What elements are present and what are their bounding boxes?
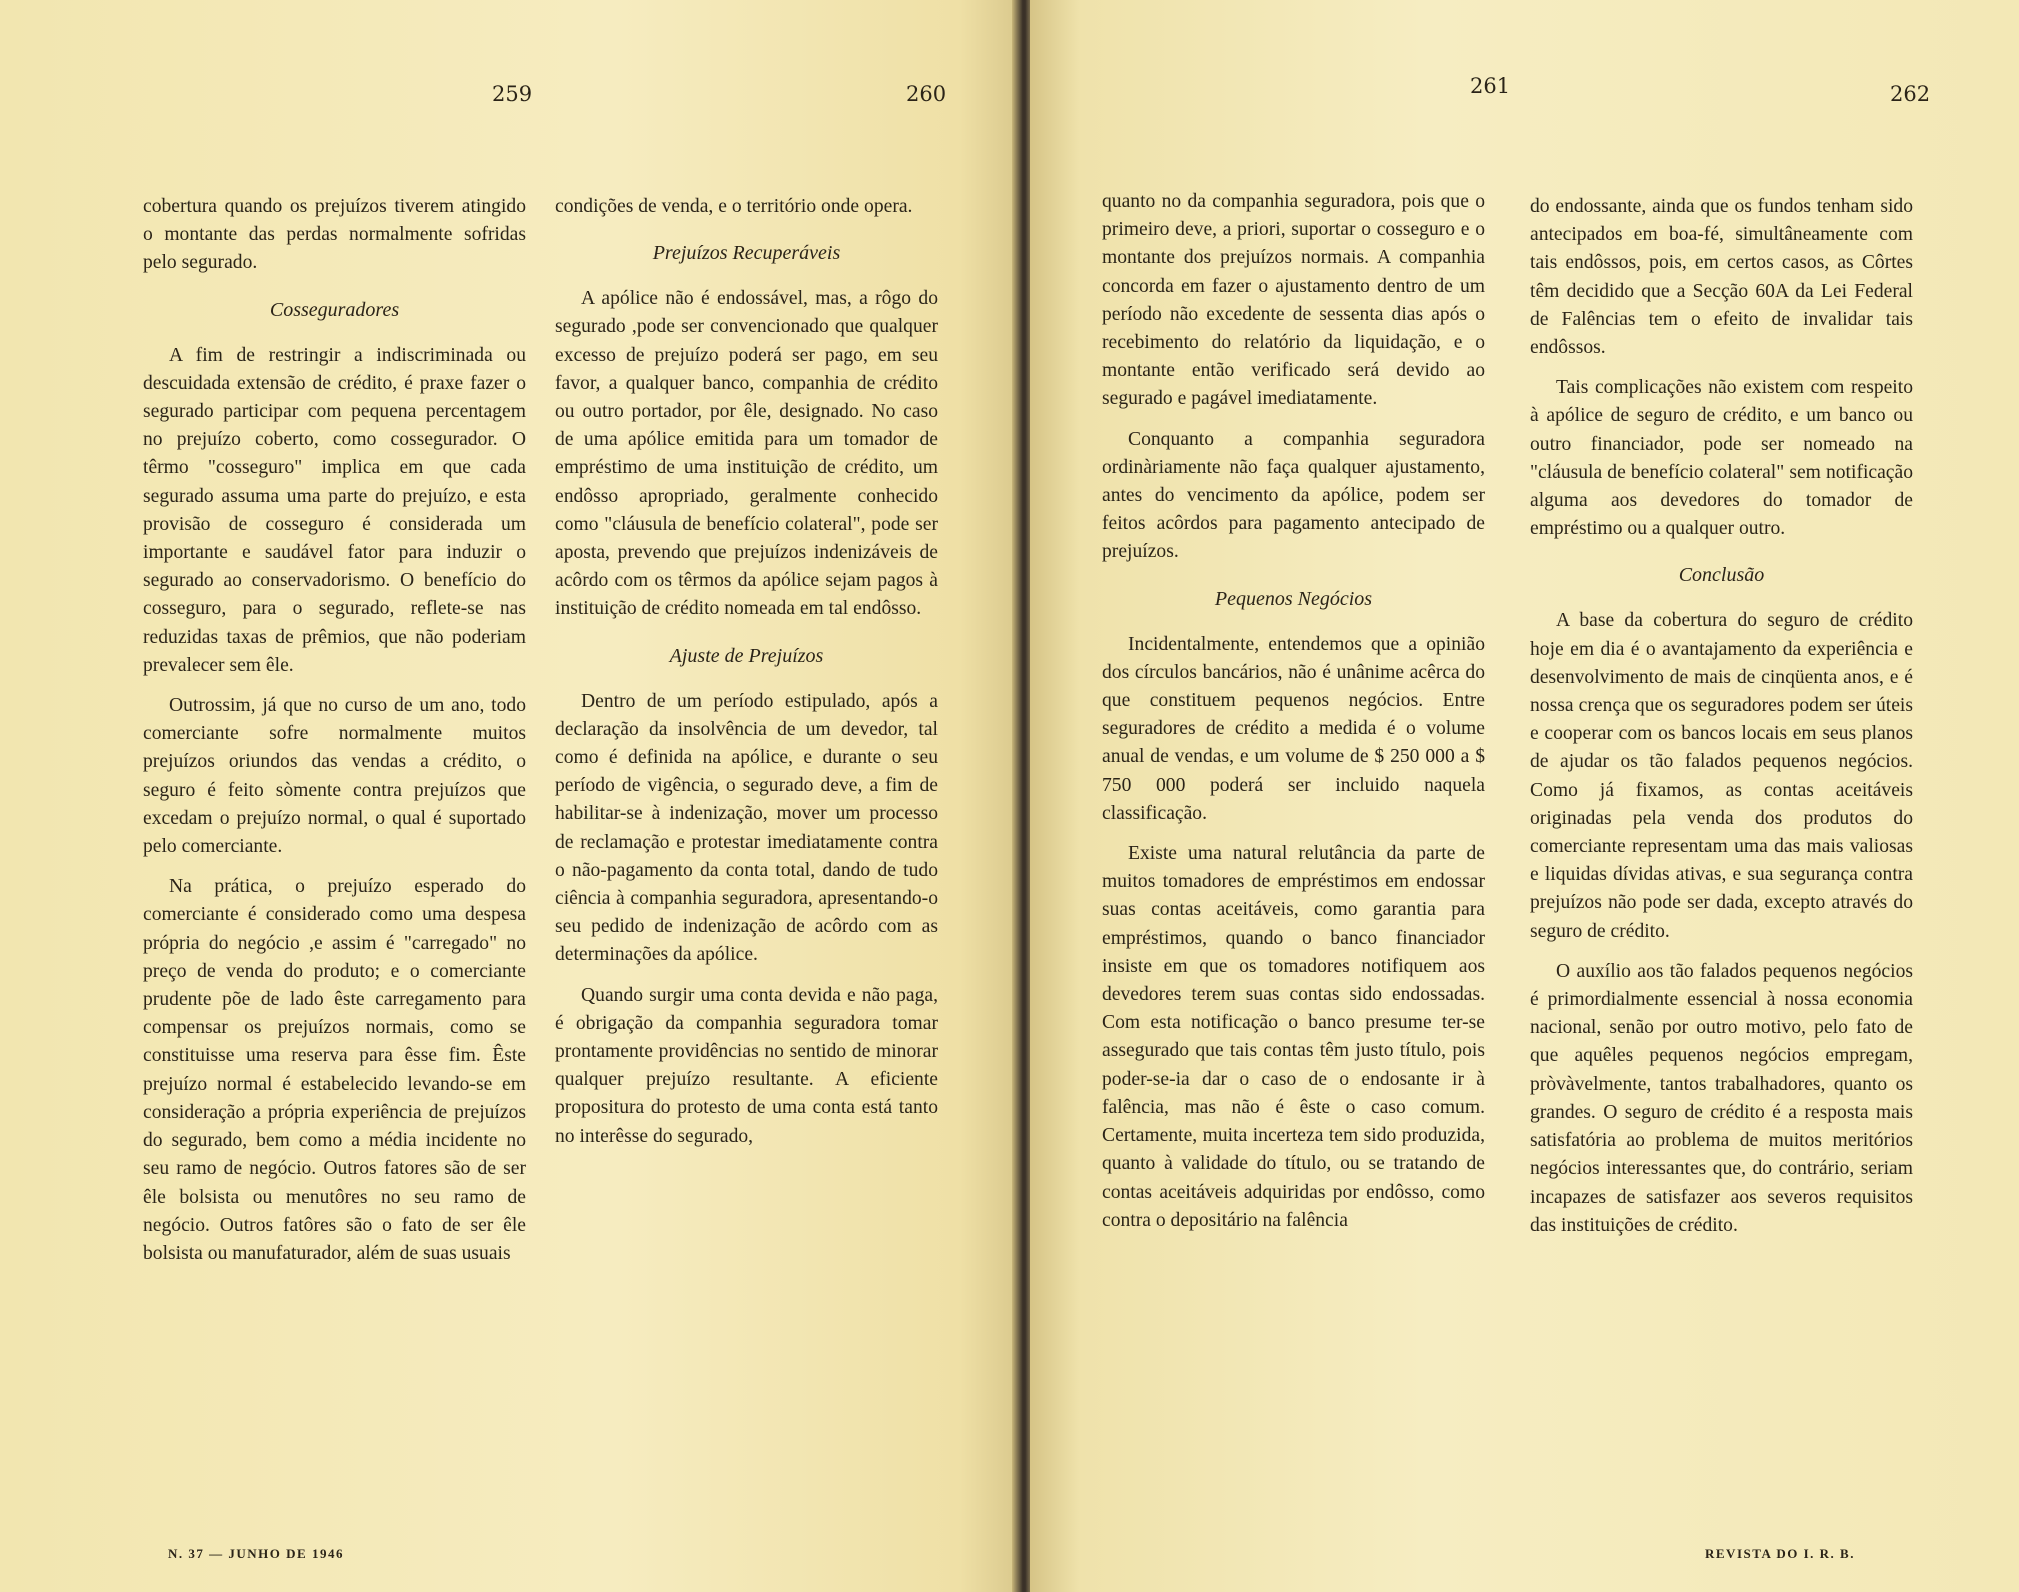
paragraph: Na prática, o prejuízo esperado do comerciante é considerado como uma despesa própria do negócio ,e assim é "carregado" no preço de venda do produto; e o comerciante prudente põe de lado êste carregamento para compensar os prejuízos normais, como se constituisse uma reserva para êsse fim. Êste prejuízo normal é estabelecido levando-se em consideração a própria experiência de prejuízos do segurado, bem como a média incidente no seu ramo de negócio. Outros fatores são de ser êle bolsista ou menutôres no seu ramo de negócio. Outros fatôres são o fato de ser êle bolsista ou manufaturador, além de suas usuais <box>143 876 526 1264</box>
paragraph: cobertura quando os prejuízos tiverem atingido o montante das perdas normalmente sofridas pelo segurado. <box>143 196 526 274</box>
paragraph: Tais complicações não existem com respeito à apólice de seguro de crédito, e um banco ou outro financiador, pode ser nomeado na "cláusula de benefício colateral" sem notificação alguma aos devedores do tomador de empréstimo ou a qualquer outro. <box>1530 377 1913 540</box>
section-heading-conclusao: Conclusão <box>1678 564 1765 587</box>
page-number-261: 261 <box>1470 74 1511 98</box>
paragraph: quanto no da companhia seguradora, pois que o primeiro deve, a priori, suportar o cosseguro e o montante dos prejuízos normais. A companhia concorda em fazer o ajustamento dentro de um período não excedente de sessenta dias após o recebimento do relatório da liquidação, e o montante então verificado será devido ao segurado e pagável imediatamente. <box>1102 191 1485 410</box>
footer-journal: REVISTA DO I. R. B. <box>1705 1546 1855 1561</box>
footer-issue: N. 37 — JUNHO DE 1946 <box>168 1546 344 1561</box>
section-heading-pequenos-negocios: Pequenos Negócios <box>1214 587 1373 610</box>
paragraph: A base da cobertura do seguro de crédito hoje em dia é o avantajamento da experiência e desenvolvimento de mais de cinqüenta anos, e é nossa crença que os seguradores podem ser úteis e cooperar com os bancos locais em seus planos de ajudar os tão falados pequenos negócios. Como já fixamos, as contas aceitáveis originadas pela venda dos produtos do comerciante representam uma das mais valiosas e liquidas dívidas ativas, e sua segurança contra prejuízos não pode ser dada, excepto através do seguro de crédito. <box>1530 610 1913 942</box>
paragraph: A apólice não é endossável, mas, a rôgo do segurado ,pode ser convencionado que qualquer excesso de prejuízo poderá ser pago, em seu favor, a qualquer banco, companhia de crédito ou outro portador, por êle, designado. No caso de uma apólice emitida para um tomador de empréstimo de uma instituição de crédito, um endôsso apropriado, geralmente conhecido como "cláusula de benefício colateral", pode ser aposta, prevendo que prejuízos indenizáveis de acôrdo com os têrmos da apólice sejam pagos à instituição de crédito nomeada em tal endôsso. <box>555 288 938 620</box>
paragraph: condições de venda, e o território onde opera. <box>555 196 913 217</box>
paragraph: Dentro de um período estipulado, após a declaração da insolvência de um devedor, tal como é definida na apólice, e durante o seu período de vigência, o segurado deve, a fim de habilitar-se à indenização, mover um processo de reclamação e protestar imediatamente contra o não-pagamento da conta total, dando de tudo ciência à companhia seguradora, apresentando-o seu pedido de indenização de acôrdo com as determinações da apólice. <box>555 690 938 966</box>
column-3 <box>1102 188 1485 1247</box>
page-number-259: 259 <box>492 82 533 106</box>
page-number-260: 260 <box>906 82 947 106</box>
section-heading-ajuste-de-prejuizos: Ajuste de Prejuízos <box>669 644 824 667</box>
paragraph: O auxílio aos tão falados pequenos negócios é primordialmente essencial à nossa economia nacional, senão por outro motivo, pelo fato de que aquêles pequenos negócios empregam, pròvàvelmente, tantos trabalhadores, quanto os grandes. O seguro de crédito é a resposta mais satisfatória ao problema de muitos meritórios negócios interessantes que, do contrário, seriam incapazes de satisfazer aos severos requisitos das instituições de crédito. <box>1530 960 1913 1236</box>
column-2 <box>555 193 938 1163</box>
paragraph: Existe uma natural relutância da parte de muitos tomadores de empréstimos em endossar suas contas aceitáveis, como garantia para empréstimos, quando o banco financiador insiste em que os tomadores notifiquem aos devedores terem suas contas sido endossadas. Com esta notificação o banco presume ter-se assegurado que tais contas têm justo título, pois poder-se-ia dar o caso de o endosante ir à falência, mas não é êste o caso comum. Certamente, muita incerteza tem sido produzida, quanto à validade do título, ou se tratando de contas aceitáveis adquiridas por endôsso, como contra o depositário na falência <box>1102 843 1485 1231</box>
column-4 <box>1530 193 1913 1252</box>
paragraph: Conquanto a companhia seguradora ordinàriamente não faça qualquer ajustamento, antes do vencimento da apólice, podem ser feitos acôrdos para pagamento antecipado de prejuízos. <box>1102 428 1485 563</box>
paragraph: Outrossim, já que no curso de um ano, todo comerciante sofre normalmente muitos prejuízos oriundos das vendas a crédito, o seguro é feito sòmente contra prejuízos que excedam o prejuízo normal, o qual é suportado pelo comerciante. <box>143 695 526 858</box>
section-heading-prejuizos-recuperaveis: Prejuízos Recuperáveis <box>652 242 841 265</box>
paragraph: Quando surgir uma conta devida e não paga, é obrigação da companhia seguradora tomar prontamente providências no sentido de minorar qualquer prejuízo resultante. A eficiente propositura do protesto de uma conta está tanto no interêsse do segurado, <box>555 984 938 1147</box>
page-number-262: 262 <box>1890 82 1931 106</box>
paragraph: A fim de restringir a indiscriminada ou descuidada extensão de crédito, é praxe fazer o segurado participar com pequena percentagem no prejuízo coberto, como cossegurador. O têrmo "cosseguro" implica em que cada segurado assuma uma parte do prejuízo, e esta provisão de cosseguro é considerada um importante e saudável fator para induzir o segurado ao conservadorismo. O benefício do cosseguro, para o segurado, reflete-se nas reduzidas taxas de prêmios, que não poderiam prevalecer sem êle. <box>143 344 526 676</box>
paragraph: do endossante, ainda que os fundos tenham sido antecipados em boa-fé, simultâneamente com tais endôssos, pois, em certos casos, as Côrtes têm decidido que a Secção 60A da Lei Federal de Falências tem o efeito de invalidar tais endôssos. <box>1530 196 1913 359</box>
paragraph: Incidentalmente, entendemos que a opinião dos círculos bancários, não é unânime acêrca do que constituem pequenos negócios. Entre seguradores de crédito a medida é o volume anual de vendas, e um volume de $ 250 000 a $ 750 000 poderá ser incluido naquela classificação. <box>1102 633 1485 824</box>
column-1 <box>143 193 526 1280</box>
right-page <box>1030 0 2019 1592</box>
section-heading-cosseguradores: Cosseguradores <box>269 298 400 321</box>
